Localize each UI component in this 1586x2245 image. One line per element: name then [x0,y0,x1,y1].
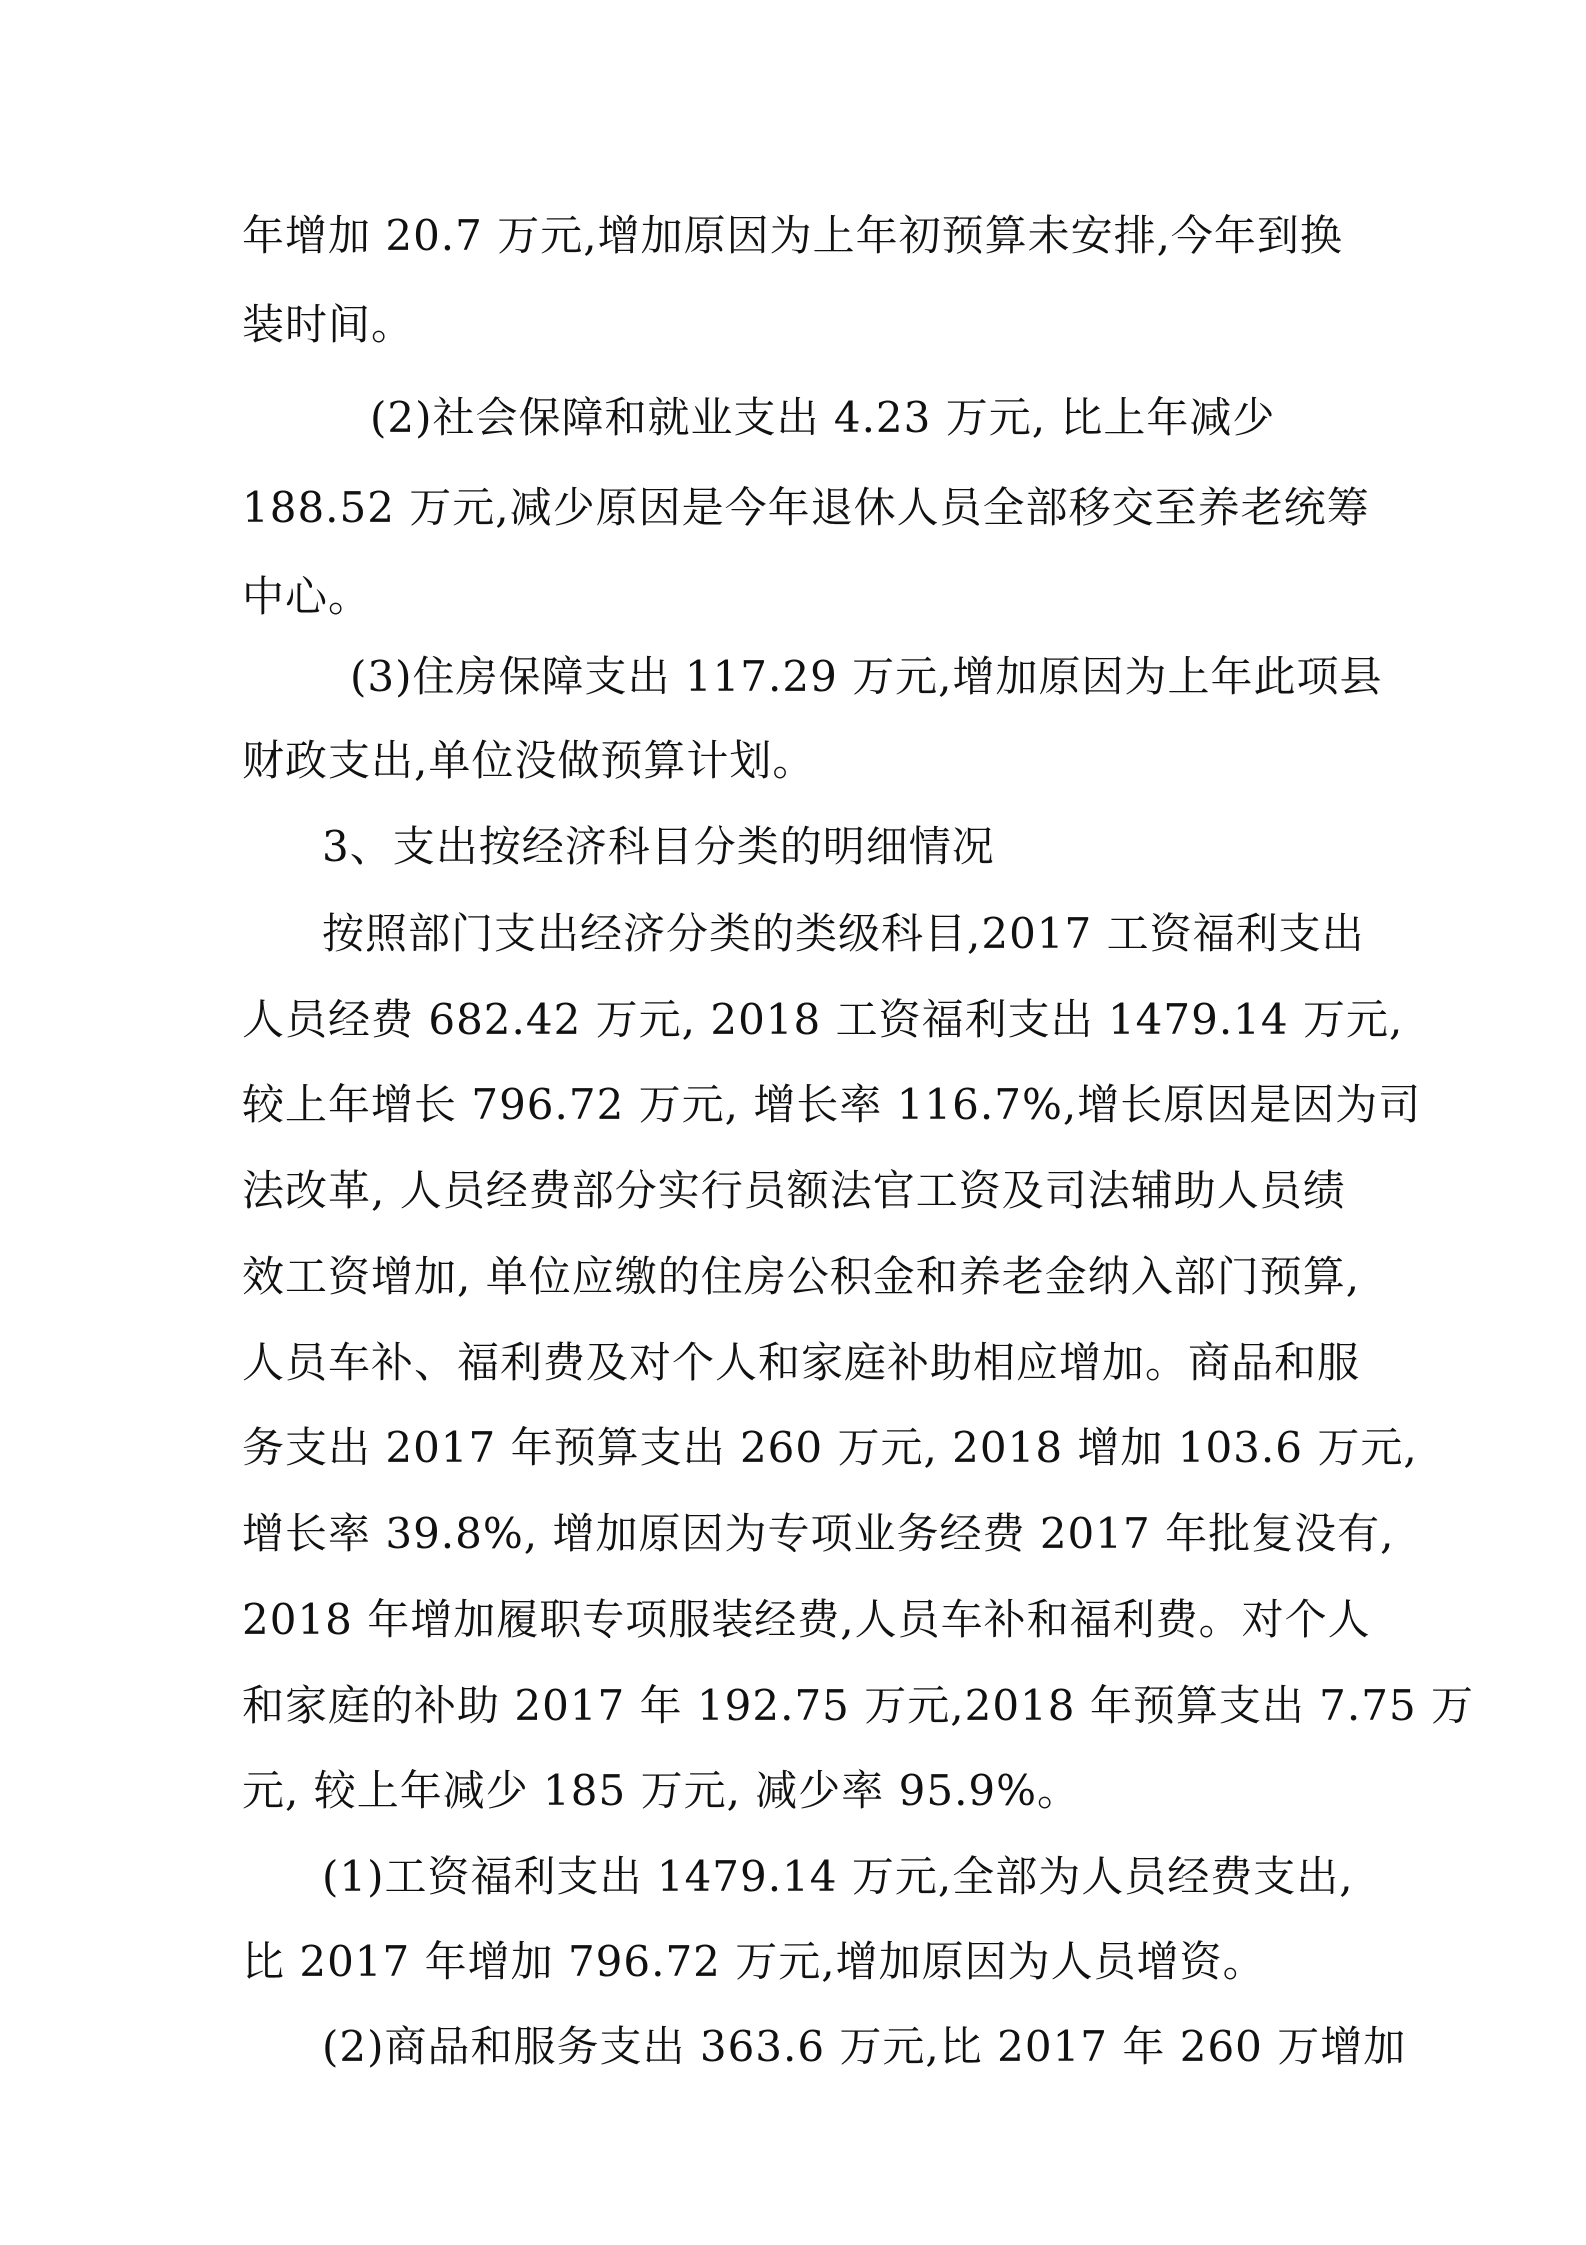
text-line-7: 财政支出,单位没做预算计划。 [242,736,816,785]
text-line-3: (2)社会保障和就业支出 4.23 万元, 比上年减少 [370,393,1276,442]
text-line-12: 法改革, 人员经费部分实行员额法官工资及司法辅助人员绩 [242,1166,1346,1215]
text-line-22: (2)商品和服务支出 363.6 万元,比 2017 年 260 万增加 [322,2022,1407,2071]
text-line-17: 2018 年增加履职专项服装经费,人员车补和福利费。对个人 [242,1595,1371,1644]
text-line-18: 和家庭的补助 2017 年 192.75 万元,2018 年预算支出 7.75 万 [242,1681,1475,1730]
text-line-21: 比 2017 年增加 796.72 万元,增加原因为人员增资。 [242,1937,1266,1986]
text-line-10: 人员经费 682.42 万元, 2018 工资福利支出 1479.14 万元, [242,995,1404,1044]
text-line-9: 按照部门支出经济分类的类级科目,2017 工资福利支出 [322,909,1365,958]
text-line-4: 188.52 万元,减少原因是今年退休人员全部移交至养老统筹 [242,483,1370,532]
text-line-5: 中心。 [242,572,372,621]
text-line-6: (3)住房保障支出 117.29 万元,增加原因为上年此项县 [350,652,1383,701]
text-line-1: 年增加 20.7 万元,增加原因为上年初预算未安排,今年到换 [242,211,1343,260]
text-line-20: (1)工资福利支出 1479.14 万元,全部为人员经费支出, [322,1852,1354,1901]
text-line-13: 效工资增加, 单位应缴的住房公积金和养老金纳入部门预算, [242,1252,1361,1301]
text-line-16: 增长率 39.8%, 增加原因为专项业务经费 2017 年批复没有, [242,1509,1395,1558]
text-line-2: 装时间。 [242,300,415,349]
section-heading: 3、支出按经济科目分类的明细情况 [322,822,995,871]
text-line-11: 较上年增长 796.72 万元, 增长率 116.7%,增长原因是因为司 [242,1080,1422,1129]
text-line-15: 务支出 2017 年预算支出 260 万元, 2018 增加 103.6 万元, [242,1423,1418,1472]
text-line-14: 人员车补、福利费及对个人和家庭补助相应增加。商品和服 [242,1338,1361,1387]
text-line-19: 元, 较上年减少 185 万元, 减少率 95.9%。 [242,1766,1081,1815]
